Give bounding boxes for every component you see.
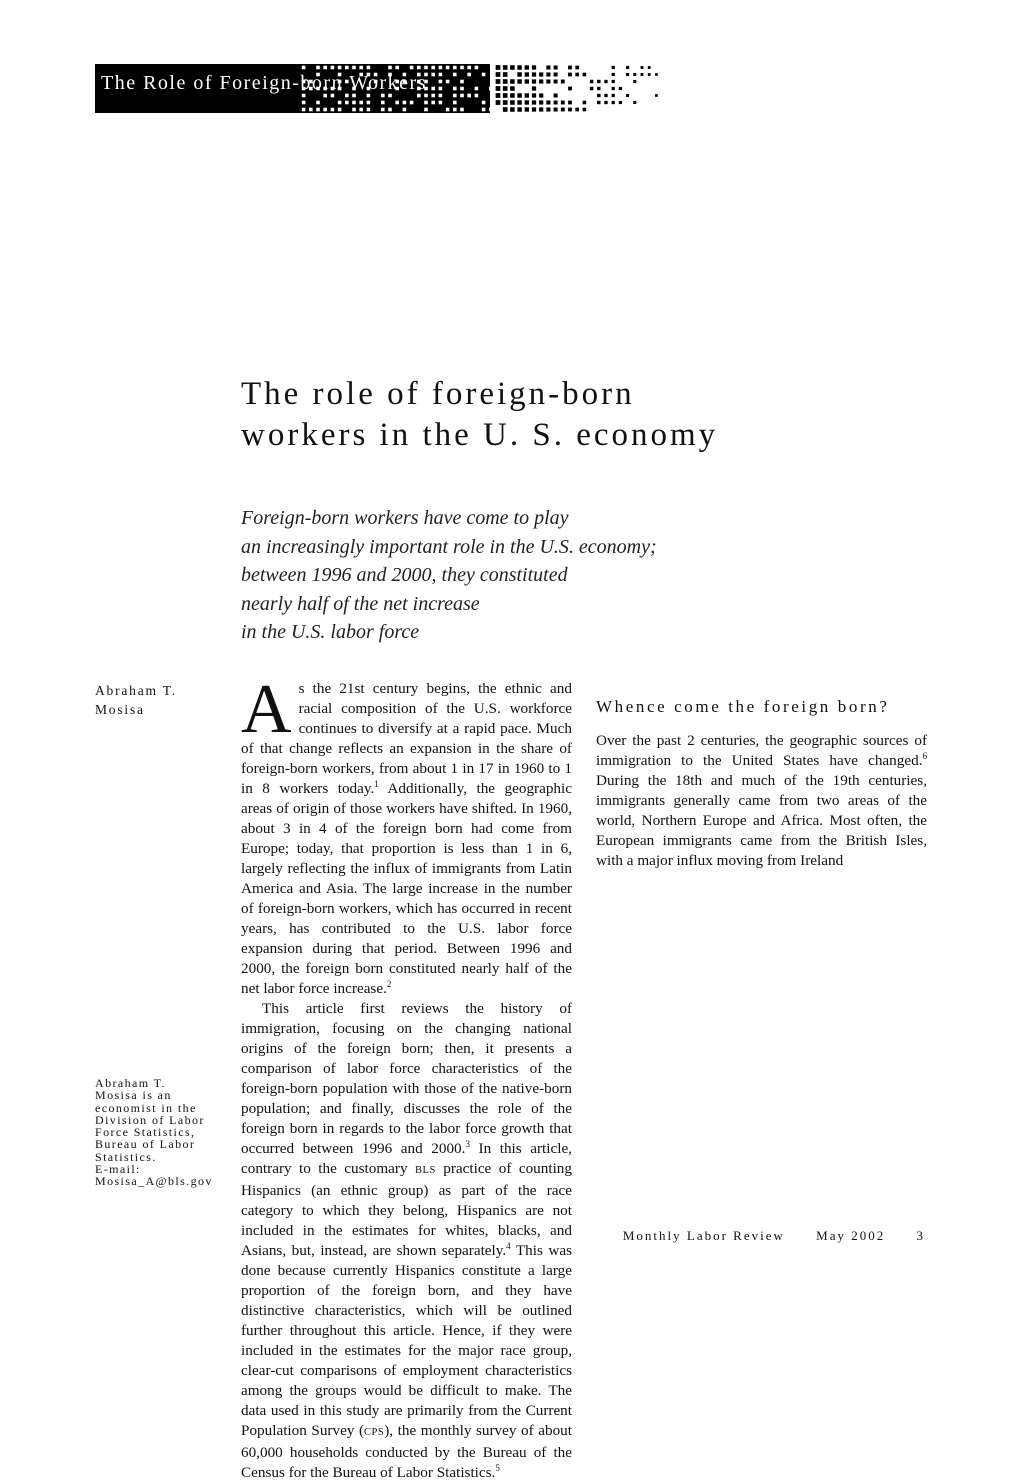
halftone-dot: [424, 66, 428, 70]
abbr-cps: CPS: [364, 1427, 385, 1438]
halftone-dot: [431, 66, 435, 70]
halftone-dot: [467, 66, 471, 70]
halftone-dot: [554, 66, 558, 70]
halftone-dot: [532, 93, 536, 97]
halftone-dot: [503, 79, 508, 84]
halftone-dot: [352, 66, 356, 70]
halftone-dot: [503, 107, 508, 112]
halftone-dot: [510, 65, 515, 70]
halftone-dot: [510, 93, 515, 98]
halftone-dot: [503, 65, 508, 70]
body-column-2: [596, 679, 927, 871]
halftone-dot: [517, 93, 521, 97]
halftone-dot: [403, 108, 407, 112]
halftone-dot: [597, 80, 600, 83]
halftone-dot: [424, 108, 428, 112]
author-bio-line: Abraham T.: [95, 1076, 166, 1090]
body-text: This was done because currently Hispanics constitute a large proportion of the foreign born, and they have distinctive characteristics, which will be outlined further throughout this article. Hence, if they were included in the estimates for the major race group, clear-cut comparisons of employment characteristics among the groups would be difficult to make. The data used in this study are primarily from the Current Population Survey (: [241, 1242, 572, 1439]
halftone-dot: [612, 66, 615, 69]
halftone-dot: [496, 72, 501, 77]
halftone-dot: [467, 73, 471, 77]
footnote-ref[interactable]: 1: [374, 779, 379, 789]
halftone-dot: [331, 66, 335, 70]
section-heading: Whence come the foreign born?: [596, 697, 890, 716]
halftone-dot: [439, 87, 443, 91]
halftone-dot: [554, 94, 558, 98]
halftone-dot: [467, 94, 471, 98]
halftone-dot: [655, 94, 658, 97]
halftone-dot: [575, 66, 579, 70]
halftone-dot: [532, 86, 536, 90]
halftone-dot: [359, 66, 363, 70]
halftone-dot: [431, 101, 435, 105]
drop-cap: A: [241, 671, 292, 748]
halftone-dot: [525, 72, 529, 76]
halftone-dot: [482, 73, 486, 77]
halftone-dot: [345, 66, 349, 70]
halftone-dot: [367, 66, 371, 70]
halftone-dot: [597, 101, 600, 104]
halftone-dot: [561, 101, 565, 105]
halftone-dot: [439, 94, 443, 98]
halftone-dot: [302, 66, 306, 70]
halftone-dot: [633, 101, 636, 104]
journal-name: Monthly Labor Review: [622, 1228, 785, 1243]
halftone-dot: [338, 66, 342, 70]
body-text: practice of counting Hispanics (an ethnic group) as part of the race category to which they belong, Hispanics are not included in the estimates for whites, blacks, and Asians, but, instead, are shown separately.: [241, 1160, 572, 1259]
halftone-dot: [453, 87, 457, 91]
author-byline-line: Abraham T.: [95, 683, 177, 698]
article-title: [241, 374, 718, 456]
halftone-dot: [517, 79, 521, 83]
halftone-dot: [453, 66, 457, 70]
halftone-dot: [302, 101, 306, 105]
halftone-dot: [475, 94, 479, 98]
author-bio-line: E-mail:: [95, 1162, 141, 1177]
halftone-dot: [532, 79, 536, 83]
halftone-dot: [546, 107, 550, 111]
halftone-dot: [302, 108, 306, 112]
halftone-dot: [446, 66, 450, 70]
halftone-dot: [561, 80, 565, 84]
halftone-dot: [489, 108, 493, 112]
halftone-dot: [503, 86, 508, 91]
halftone-dot: [431, 87, 435, 91]
halftone-dot: [482, 101, 486, 105]
halftone-dot: [460, 94, 464, 98]
author-bio-line: Force Statistics,: [95, 1125, 196, 1140]
author-byline-line: Mosisa: [95, 702, 145, 717]
halftone-dot: [510, 107, 515, 112]
author-bio-line: Mosisa is an: [95, 1088, 172, 1103]
halftone-dot: [510, 86, 515, 91]
halftone-dot: [568, 108, 572, 112]
halftone-dot: [597, 94, 600, 97]
halftone-dot: [612, 80, 615, 83]
halftone-dot: [489, 87, 493, 91]
halftone-dot: [475, 66, 479, 70]
halftone-dot: [517, 100, 521, 104]
halftone-dot: [316, 66, 320, 70]
halftone-dot: [410, 101, 414, 105]
halftone-dot: [568, 87, 572, 91]
page-footer: [623, 1228, 925, 1244]
halftone-dot: [331, 108, 335, 112]
article-title-line-1: The role of foreign-born: [241, 376, 635, 412]
body-paragraph-3: [596, 731, 927, 871]
body-text: ), the monthly survey of about 60,000 households conducted by the Bureau of the Census for the Bureau of Labor Statistics.: [241, 1422, 572, 1481]
halftone-dot: [539, 100, 543, 104]
author-bio-line: Bureau of Labor: [95, 1137, 196, 1152]
body-text: s the 21st century begins, the ethnic and racial composition of the U.S. workforce continues to diversify at a rapid pace. Much of that change reflects an expansion in the share of foreign-born workers, from about 1 in 17 in 1960 to 1 in 8 workers today.: [241, 680, 572, 797]
halftone-dot: [439, 80, 443, 84]
footnote-ref[interactable]: 4: [506, 1241, 511, 1251]
halftone-dot: [590, 87, 594, 91]
halftone-dot: [367, 108, 371, 112]
halftone-dot: [641, 73, 644, 76]
halftone-dot: [460, 80, 464, 84]
halftone-dot: [539, 93, 543, 97]
halftone-dot: [525, 107, 529, 111]
halftone-dot: [359, 101, 363, 105]
halftone-dot: [590, 80, 594, 84]
running-header-title: The Role of Foreign-born Workers: [101, 72, 427, 94]
halftone-dot: [496, 100, 501, 105]
halftone-dot: [338, 101, 342, 105]
halftone-dot: [648, 66, 651, 69]
halftone-dot: [546, 65, 550, 69]
halftone-dot: [575, 108, 579, 112]
halftone-dot: [424, 101, 428, 105]
halftone-dot: [539, 72, 543, 76]
halftone-dot: [612, 101, 615, 104]
deck-line: nearly half of the net increase: [241, 592, 480, 615]
halftone-dot: [575, 73, 579, 77]
halftone-dot: [546, 72, 550, 76]
halftone-dot: [431, 73, 435, 77]
halftone-dot: [460, 66, 464, 70]
article-title-line-2: workers in the U. S. economy: [241, 417, 719, 453]
halftone-dot: [388, 66, 392, 70]
halftone-dot: [532, 65, 536, 69]
halftone-dot: [352, 101, 356, 105]
halftone-dot: [323, 108, 327, 112]
deck-line: an increasingly important role in the U.S. economy;: [241, 535, 657, 558]
abbr-bls: BLS: [415, 1165, 436, 1176]
halftone-dot: [510, 100, 515, 105]
body-column-1: [241, 671, 572, 1483]
issue-date: May 2002: [816, 1228, 886, 1243]
halftone-dot: [453, 108, 457, 112]
halftone-dot: [655, 73, 658, 76]
halftone-dot: [554, 80, 558, 84]
halftone-dot: [439, 101, 443, 105]
author-byline: [95, 681, 177, 719]
halftone-dot: [446, 80, 450, 84]
halftone-dot: [604, 80, 607, 83]
halftone-dot: [439, 73, 443, 77]
halftone-dot: [460, 87, 464, 91]
halftone-dot: [554, 108, 558, 112]
halftone-dot: [561, 108, 565, 112]
halftone-dot: [446, 108, 450, 112]
halftone-dot: [395, 66, 399, 70]
halftone-dot: [453, 73, 457, 77]
halftone-dot: [352, 108, 356, 112]
halftone-dot: [475, 87, 479, 91]
author-bio-line: Statistics.: [95, 1149, 157, 1164]
deck-line: between 1996 and 2000, they constituted: [241, 564, 568, 586]
halftone-dot: [439, 66, 443, 70]
halftone-dot: [517, 107, 521, 111]
halftone-dot: [525, 93, 529, 97]
deck-line: in the U.S. labor force: [241, 621, 420, 643]
halftone-dot: [604, 101, 607, 104]
halftone-dot: [539, 107, 543, 111]
halftone-dot: [546, 100, 550, 104]
halftone-dot: [532, 72, 536, 76]
deck-line: Foreign-born workers have come to play: [241, 507, 569, 529]
body-paragraph-2: [241, 999, 572, 1483]
body-paragraph-1: [241, 671, 572, 999]
halftone-dot: [612, 94, 615, 97]
halftone-dot: [626, 94, 629, 97]
halftone-dot: [482, 108, 486, 112]
halftone-dot: [309, 108, 313, 112]
halftone-dot: [554, 73, 558, 77]
halftone-dot: [517, 65, 521, 69]
body-text: Over the past 2 centuries, the geographic sources of immigration to the United States have changed.: [596, 732, 927, 769]
footnote-ref[interactable]: 5: [495, 1463, 500, 1473]
author-bio-line: Division of Labor: [95, 1112, 205, 1127]
halftone-dot: [496, 93, 501, 98]
halftone-dot: [403, 101, 407, 105]
halftone-dot: [431, 94, 435, 98]
halftone-dot: [381, 108, 385, 112]
halftone-dot: [510, 79, 515, 84]
halftone-dot: [503, 72, 508, 77]
body-text: This article first reviews the history of immigration, focusing on the changing national origins of the foreign born; then, it presents a comparison of labor force characteristics of the foreign-born population with those of the native-born population; and finally, discusses the role of the foreign born in regards to the labor force growth that occurred between 1996 and 2000.: [241, 1000, 572, 1157]
halftone-dot: [532, 100, 536, 104]
footnote-ref[interactable]: 6: [922, 751, 927, 761]
halftone-dot: [496, 86, 501, 91]
author-bio: [95, 1077, 240, 1188]
article-deck: [241, 504, 661, 647]
halftone-dot: [359, 108, 363, 112]
halftone-dot: [503, 93, 508, 98]
halftone-dot: [525, 65, 529, 69]
author-bio-line: economist in the: [95, 1100, 197, 1115]
halftone-dot: [546, 79, 550, 83]
halftone-dot: [453, 101, 457, 105]
author-email[interactable]: Mosisa_A@bls.gov: [95, 1174, 213, 1189]
halftone-dot: [367, 101, 371, 105]
halftone-dot: [316, 101, 320, 105]
page-number: 3: [916, 1228, 925, 1243]
halftone-dot: [460, 108, 464, 112]
halftone-dot: [517, 72, 521, 76]
halftone-dot: [583, 73, 587, 77]
halftone-dot: [345, 101, 349, 105]
halftone-dot: [338, 108, 342, 112]
halftone-dot: [633, 73, 636, 76]
halftone-dot: [539, 79, 543, 83]
halftone-dot: [388, 108, 392, 112]
halftone-dot: [503, 100, 508, 105]
halftone-dot: [619, 87, 622, 90]
halftone-dot: [410, 66, 414, 70]
halftone-dot: [597, 87, 600, 90]
halftone-dot: [619, 101, 622, 104]
halftone-dot: [583, 101, 587, 105]
halftone-dot: [417, 66, 421, 70]
halftone-dot: [525, 79, 529, 83]
halftone-dot: [496, 65, 501, 70]
footnote-ref[interactable]: 2: [386, 979, 392, 989]
halftone-dot: [395, 101, 399, 105]
halftone-dot: [496, 79, 501, 84]
halftone-dot: [525, 100, 529, 104]
halftone-dot: [554, 101, 558, 105]
body-text: In this article, contrary to the customary: [241, 1140, 572, 1177]
halftone-dot: [633, 80, 636, 83]
halftone-dot: [612, 87, 615, 90]
halftone-dot: [612, 73, 615, 76]
halftone-dot: [532, 107, 536, 111]
halftone-dot: [323, 66, 327, 70]
body-text: Additionally, the geographic areas of origin of those workers have shifted. In 1960, about 3 in 4 of the foreign born had come from Europe; today, that proportion is less than 1 in 6, largely reflecting the influx of immigrants from Latin America and Asia. The large increase in the number of foreign-born workers, which has occurred in recent years, has contributed to the U.S. labor force expansion during that period. Between 1996 and 2000, the foreign born constituted nearly half of the net labor force increase.: [241, 780, 572, 997]
halftone-dot: [626, 66, 629, 69]
halftone-dot: [626, 73, 629, 76]
halftone-dot: [316, 108, 320, 112]
halftone-dot: [648, 73, 651, 76]
halftone-dot: [641, 66, 644, 69]
halftone-dot: [568, 73, 572, 77]
halftone-dot: [583, 108, 587, 112]
halftone-dot: [453, 94, 457, 98]
halftone-dot: [568, 101, 572, 105]
body-text: During the 18th and much of the 19th centuries, immigrants generally came from two areas of the world, Northern Europe and Africa. Most often, the European immigrants came from the British Isles, with a major influx moving from Ireland: [596, 772, 927, 869]
footnote-ref[interactable]: 3: [465, 1139, 470, 1149]
halftone-dot: [568, 66, 572, 70]
halftone-dot: [381, 101, 385, 105]
halftone-dot: [604, 94, 607, 97]
